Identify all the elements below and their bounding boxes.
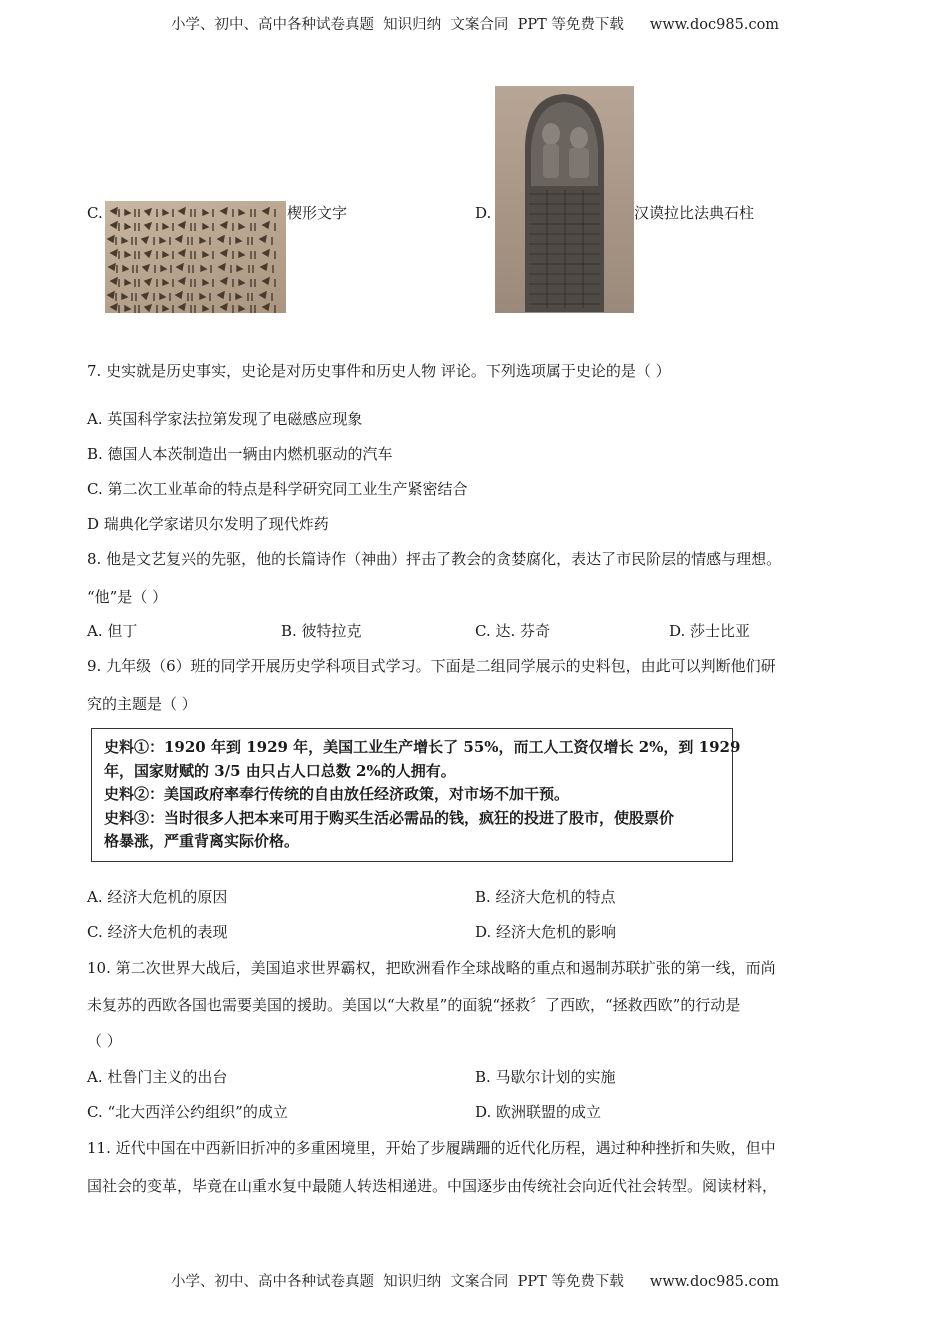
q9-box-line: 史料③：当时很多人把本来可用于购买生活必需品的钱，疯狂的投进了股市，使股票价 [104,808,675,827]
q9-source-material-box [91,728,741,862]
q9-stem-line1: 9. 九年级（6）班的同学开展历史学科项目式学习。下面是二组同学展示的史料包，由此可以判断他们研 [87,657,776,675]
q8-option-b: B. 彼特拉克 [281,622,362,640]
q10-option-c: C. “北大西洋公约组织”的成立 [87,1103,288,1121]
q9-option-a: A. 经济大危机的原因 [87,888,228,906]
q10-stem-line3: （ ） [87,1032,122,1050]
q7-option-a: A. 英国科学家法拉第发现了电磁感应现象 [87,410,363,428]
header-text: 小学、初中、高中各种试卷真题 知识归纳 文案合同 PPT 等免费下载 [170,17,624,33]
q9-box-line: 格暴涨，严重背离实际价格。 [104,832,300,850]
q7-stem: 7. 史实就是历史事实，史论是对历史事件和历史人物 评论。下列选项属于史论的是（ ） [87,362,671,380]
page-header [0,13,950,34]
q10-stem-line2: 未复苏的西欧各国也需要美国的援助。美国以“大救星”的面貌“拯救〞了西欧，“拯救西欧”的行动是 [87,996,741,1014]
q9-option-b: B. 经济大危机的特点 [475,888,616,906]
q6-option-c-text: 楔形文字 [287,204,348,222]
q9-option-d: D. 经济大危机的影响 [475,923,617,941]
q9-stem-line2: 究的主题是（ ） [87,695,197,713]
q10-stem-line1: 10. 第二次世界大战后，美国追求世界霸权，把欧洲看作全球战略的重点和遏制苏联扩张的第一线，而尚 [87,959,776,977]
q9-box-line: 史料②：美国政府率奉行传统的自由放任经济政策，对市场不加干预。 [104,785,570,803]
q10-option-a: A. 杜鲁门主义的出台 [87,1068,228,1086]
q6-option-d-text: 汉谟拉比法典石柱 [634,204,755,222]
cuneiform-image [105,201,286,313]
q8-option-d: D. 莎士比亚 [669,622,751,640]
q7-option-d: D 瑞典化学家诺贝尔发明了现代炸药 [87,515,329,533]
page-footer [0,1270,950,1291]
hammurabi-stele-image [495,86,634,313]
q9-option-c: C. 经济大危机的表现 [87,923,228,941]
q10-option-d: D. 欧洲联盟的成立 [475,1103,602,1121]
q8-stem-line1: 8. 他是文艺复兴的先驱，他的长篇诗作（神曲）抨击了教会的贪婪腐化，表达了市民阶层的情感与理想。 [87,550,782,568]
q6-option-c-label: C. [87,204,103,222]
q8-stem-line2: “他”是（ ） [87,588,168,606]
header-url[interactable]: www.doc985.com [649,17,780,33]
q8-option-a: A. 但丁 [87,622,138,640]
footer-url[interactable]: www.doc985.com [649,1274,780,1290]
q11-stem-line1: 11. 近代中国在中西新旧折冲的多重困境里，开始了步履蹒跚的近代化历程，遇过种种挫折和失败，但中 [87,1139,776,1157]
q6-option-d-label: D. [475,204,492,222]
q10-option-b: B. 马歇尔计划的实施 [475,1068,616,1086]
q9-box-line: 年，国家财赋的 3/5 由只占人口总数 2%的人拥有。 [104,761,456,780]
q7-option-b: B. 德国人本茨制造出一辆由内燃机驱动的汽车 [87,445,393,463]
q7-option-c: C. 第二次工业革命的特点是科学研究同工业生产紧密结合 [87,480,468,498]
q8-option-c: C. 达. 芬奇 [475,622,551,640]
q11-stem-line2: 国社会的变革，毕竟在山重水复中最随人转迭相递进。中国逐步由传统社会向近代社会转型。阅读材料， [87,1177,778,1195]
footer-text: 小学、初中、高中各种试卷真题 知识归纳 文案合同 PPT 等免费下载 [170,1274,624,1290]
q9-box-line: 史料①：1920 年到 1929 年，美国工业生产增长了 55%，而工人工资仅增长 2%，到 1929 [104,738,741,756]
